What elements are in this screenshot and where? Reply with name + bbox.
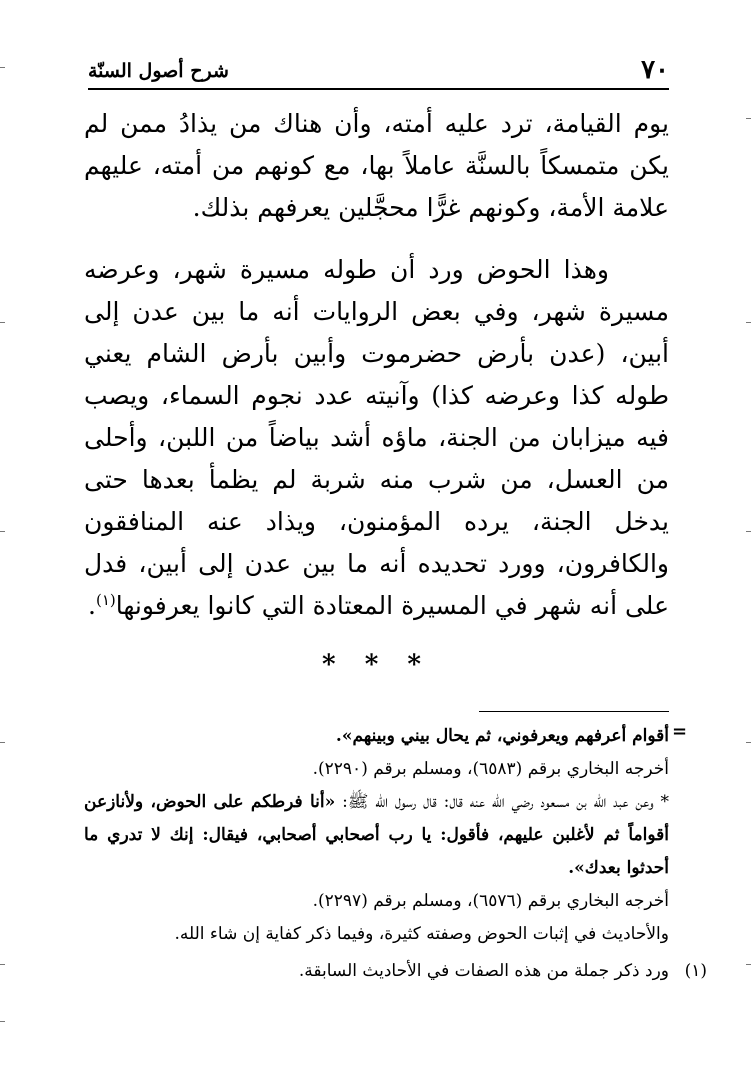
main-text: [84, 103, 669, 627]
footnotes: [84, 720, 707, 988]
footnote-line-5: والأحاديث في إثبات الحوض وصفته كثيرة، وفيما ذكر كفاية إن شاء الله.: [174, 924, 669, 944]
footnote-line-4: أخرجه البخاري برقم (٦٥٧٦)، ومسلم برقم (٢٢٩٧).: [312, 891, 669, 911]
footnote-1: [84, 955, 707, 988]
continuation-marker: =: [672, 721, 688, 742]
header-rule: [88, 88, 669, 90]
running-title: شرح أصول السنّة: [88, 60, 229, 82]
footnote-line-1: أقوام أعرفهم ويعرفوني، ثم يحال بيني وبينهم».: [335, 726, 669, 746]
edge-mark: [746, 118, 751, 119]
edge-mark: [0, 67, 5, 68]
footnote-1-text: ورد ذكر جملة من هذه الصفات في الأحاديث السابقة.: [298, 961, 669, 981]
edge-mark: [746, 322, 751, 323]
edge-mark: [0, 964, 5, 965]
paragraph-2: [84, 249, 669, 627]
page-number: ٧٠: [641, 55, 669, 85]
footnote-line-3-hadith: «أنا فرطكم على الحوض، ولأنازعن أقواماً ثم لأغلبن عليهم، فأقول: يا رب أصحابي أصحابي، فيقال: إنك لا تدري ما أحدثوا بعدك».: [84, 792, 669, 878]
footnote-line-3: [84, 786, 669, 885]
edge-mark: [0, 742, 5, 743]
paragraph-2-text: وهذا الحوض ورد أن طوله مسيرة شهر، وعرضه مسيرة شهر، وفي بعض الروايات أنه ما بين عدن إلى أبين، (عدن بأرض حضرموت وأبين بأرض الشام يعني طوله كذا وعرضه كذا) وآنيته عدد نجوم السماء، ويصب فيه ميزابان من الجنة، ماؤه أشد بياضاً من اللبن، وأحلى من العسل، من شرب منه شربة لم يظمأ بعدها حتى يدخل الجنة، يرده المؤمنون، ويذاد عنه المنافقون والكافرون، وورد تحديده أنه ما بين عدن إلى أبين، فدل على أنه شهر في المسيرة المعتادة التي كانوا يعرفونها: [84, 255, 669, 620]
edge-mark: [746, 964, 751, 965]
edge-mark: [746, 531, 751, 532]
footnote-rule: [479, 711, 669, 712]
section-separator: * * *: [322, 650, 431, 680]
footnote-1-number: (١): [684, 961, 707, 981]
footnote-line-3-lead: * وعن عبد الله بن مسعود رضي الله عنه قال: قال رسول الله ﷺ:: [335, 792, 669, 812]
paragraph-2-end: .: [88, 591, 96, 620]
edge-mark: [0, 1021, 5, 1022]
edge-mark: [746, 742, 751, 743]
paragraph-1: يوم القيامة، ترد عليه أمته، وأن هناك من يذادُ ممن لم يكن متمسكاً بالسنَّة عاملاً بها، مع كونهم من أمته، عليهم علامة الأمة، وكونهم غرًّا محجَّلين يعرفهم بذلك.: [84, 109, 669, 222]
footnote-reference: (١): [95, 591, 116, 609]
edge-mark: [0, 322, 5, 323]
footnote-line-2: أخرجه البخاري برقم (٦٥٨٣)، ومسلم برقم (٢٢٩٠).: [312, 759, 669, 779]
edge-mark: [0, 531, 5, 532]
page-header: [88, 52, 669, 86]
